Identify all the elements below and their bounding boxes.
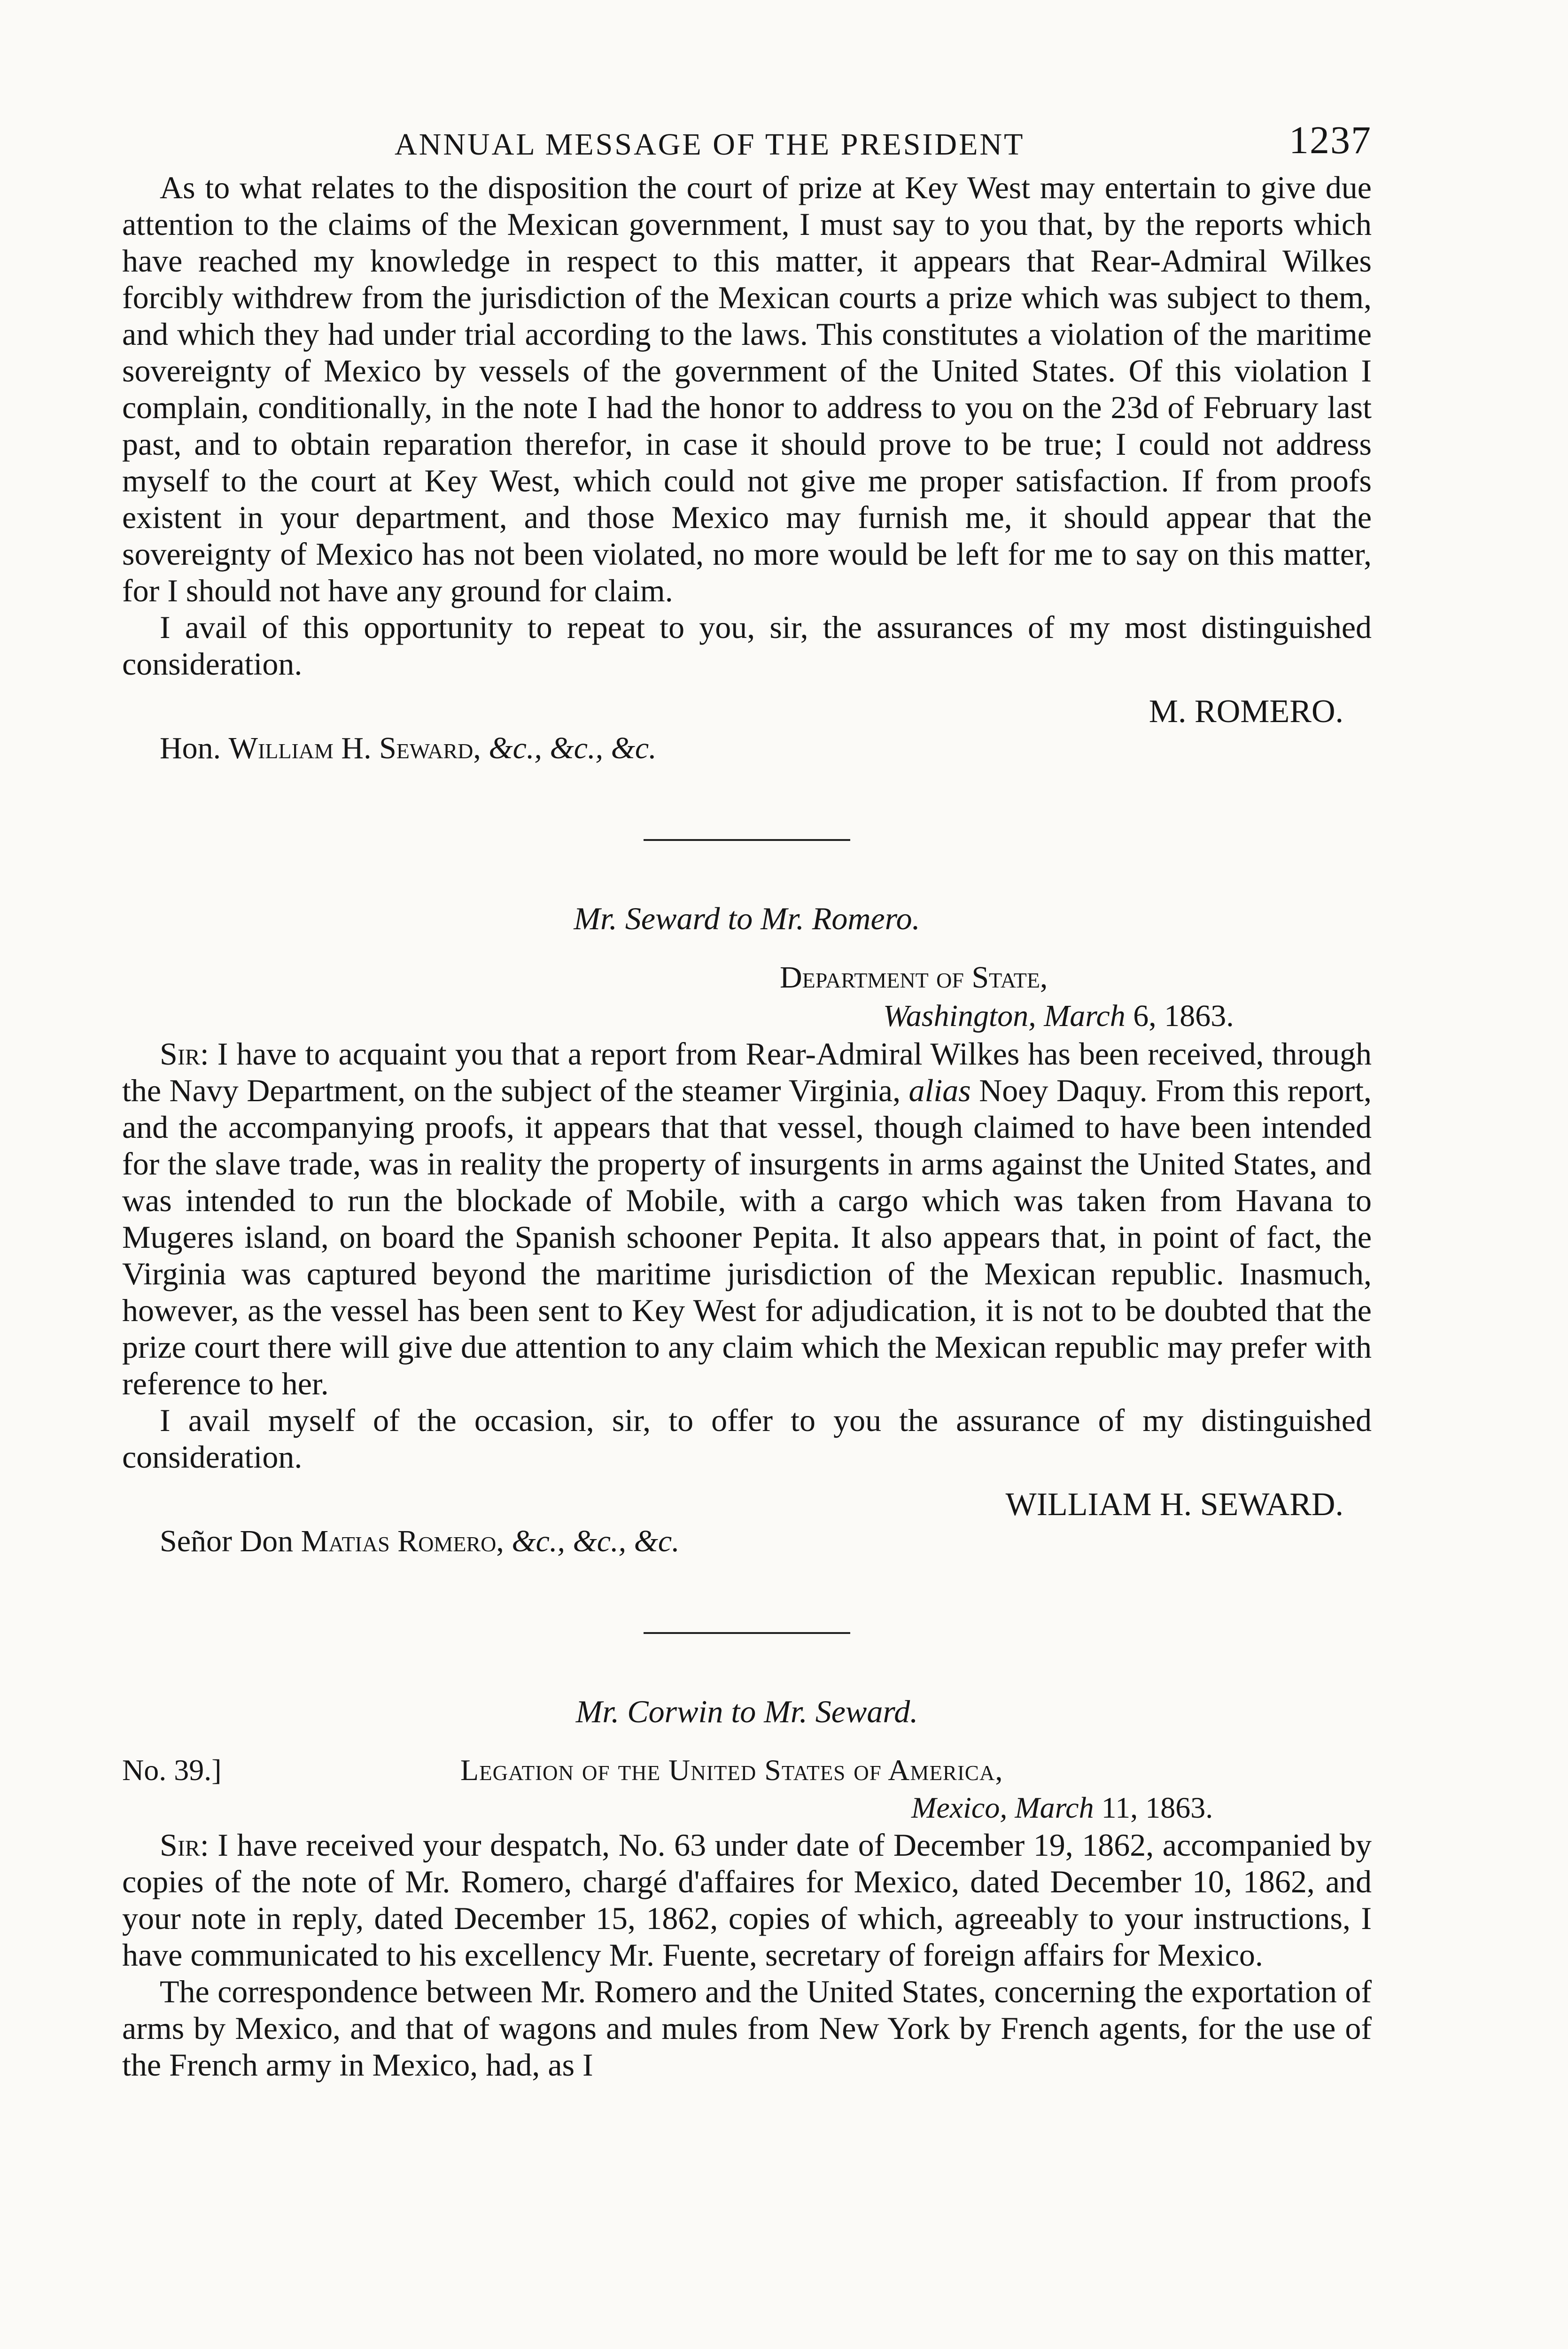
letter2-salutation: Sir: [160,1036,209,1072]
letter3-place-date [911,1789,1372,1827]
addressee-suffix: &c., &c., &c. [512,1524,680,1558]
letter2-paragraph-2: I avail myself of the occasion, sir, to offer to you the assurance of my distinguished consideration. [122,1402,1372,1475]
letter3-dateline [122,1751,1372,1827]
section-divider [644,839,850,841]
letter2-place-date [883,997,1372,1035]
letter1-paragraph-2: I avail of this opportunity to repeat to you, sir, the assurances of my most distinguished consideration. [122,609,1372,682]
letter2-addressee [160,1521,1372,1562]
letter3-paragraph-2: The correspondence between Mr. Romero and the United States, concerning the exportation of arms by Mexico, and that of wagons and mules from New York by French agents, for the use of the French army in Mexico, had, as I [122,1974,1372,2083]
addressee-name: William H. Seward, [228,731,481,765]
addressee-name: Matias Romero, [301,1524,504,1558]
letter1-signature: M. ROMERO. [1149,693,1343,730]
section-divider [644,1632,850,1634]
letter2-body-a: I have to acquaint you that a report from Rear-Admiral Wilkes has been received, through the Navy Department, on the subject of the steamer Virginia, [122,1036,1372,1108]
letter2-place: Washington, March [883,999,1126,1033]
letter3-legation: Legation of the United States of America, [460,1753,1003,1787]
addressee-prefix: Señor Don [160,1524,294,1558]
letter2-department: Department of State, [780,960,1048,995]
document-page [122,117,1372,2083]
letter3-date: 11, 1863. [1101,1791,1213,1824]
letter3-number: No. 39.] [122,1753,222,1787]
letter1-addressee [160,728,1372,769]
letter2-date: 6, 1863. [1133,999,1234,1033]
page-number: 1237 [1289,118,1372,162]
page-header [122,117,1372,169]
letter2-signature: WILLIAM H. SEWARD. [1005,1486,1343,1523]
addressee-suffix: &c., &c., &c. [489,731,657,765]
addressee-prefix: Hon. [160,731,221,765]
letter3-salutation: Sir: [160,1827,209,1863]
letter3-body: I have received your despatch, No. 63 under date of December 19, 1862, accompanied by copies of the note of Mr. Romero, chargé d'affaires for Mexico, dated December 10, 1862, and your note in reply, dated December 15, 1862, copies of which, agreeably to your instructions, I have communicated to his excellency Mr. Fuente, secretary of foreign affairs for Mexico. [122,1827,1372,1973]
letter3-heading: Mr. Corwin to Mr. Seward. [575,1694,918,1729]
running-title: ANNUAL MESSAGE OF THE PRESIDENT [395,127,1025,162]
letter2-body-b: Noey Daquy. From this report, and the accompanying proofs, it appears that that vessel, though claimed to have been intended for the slave trade, was in reality the property of insurgents in arms against the United States, and was intended to run the blockade of Mobile, with a cargo which was taken from Havana to Mugeres island, on board the Spanish schooner Pepita. It also appears that, in point of fact, the Virginia was captured beyond the maritime jurisdiction of the Mexican republic. Inasmuch, however, as the vessel has been sent to Key West for adjudication, it is not to be doubted that the prize court there will give due attention to any claim which the Mexican republic may prefer with reference to her. [122,1073,1372,1401]
letter3-paragraph-1 [122,1827,1372,1973]
letter3-place: Mexico, March [911,1791,1094,1824]
letter1-paragraph-1: As to what relates to the disposition the court of prize at Key West may entertain to give due attention to the claims of the Mexican government, I must say to you that, by the reports which have reached my knowledge in respect to this matter, it appears that Rear-Admiral Wilkes forcibly withdrew from the jurisdiction of the Mexican courts a prize which was subject to them, and which they had under trial according to the laws. This constitutes a violation of the maritime sovereignty of Mexico by vessels of the government of the United States. Of this violation I complain, conditionally, in the note I had the honor to address to you on the 23d of February last past, and to obtain reparation therefor, in case it should prove to be true; I could not address myself to the court at Key West, which could not give me proper satisfaction. If from proofs existent in your department, and those Mexico may furnish me, it should appear that the sovereignty of Mexico has not been violated, no more would be left for me to say on this matter, for I should not have any ground for claim. [122,170,1372,608]
letter2-alias: alias [908,1073,971,1108]
letter2-dateline [780,958,1372,1035]
letter2-paragraph-1 [122,1035,1372,1402]
letter2-heading: Mr. Seward to Mr. Romero. [574,901,920,936]
